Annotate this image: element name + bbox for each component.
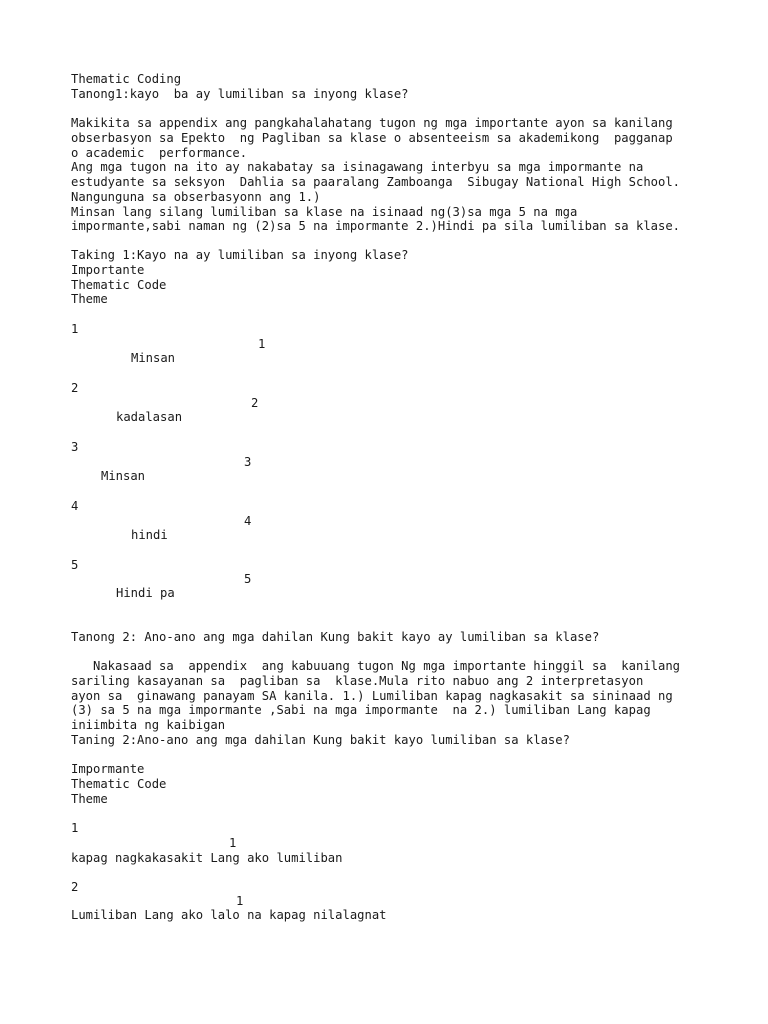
table-1-header-importante: Importante bbox=[71, 263, 145, 277]
paragraph-line: Nangunguna sa obserbasyonn ang 1.) bbox=[71, 190, 321, 204]
table-1-question: Taking 1:Kayo na ay lumiliban sa inyong klase? bbox=[71, 248, 409, 262]
row-thematic-code: 3 bbox=[244, 455, 252, 469]
paragraph-line: sariling kasayanan sa pagliban sa klase.Mula rito nabuo ang 2 interpretasyon bbox=[71, 674, 644, 688]
paragraph-line: Ang mga tugon na ito ay nakabatay sa isinagawang interbyu sa mga impormante na bbox=[71, 160, 644, 174]
row-theme: kadalasan bbox=[116, 410, 183, 424]
question-2: Tanong 2: Ano-ano ang mga dahilan Kung bakit kayo ay lumiliban sa klase? bbox=[71, 630, 600, 644]
table-2-header-theme: Theme bbox=[71, 792, 108, 806]
row-importante: 1 bbox=[71, 821, 79, 835]
row-theme: hindi bbox=[131, 528, 168, 542]
table-2-header-impormante: Impormante bbox=[71, 762, 145, 776]
paragraph-line: iniimbita ng kaibigan bbox=[71, 718, 226, 732]
paragraph-line: Makikita sa appendix ang pangkahalahatang tugon ng mga importante ayon sa kanilang bbox=[71, 116, 673, 130]
paragraph-line: Minsan lang silang lumiliban sa klase na isinaad ng(3)sa mga 5 na mga bbox=[71, 205, 578, 219]
paragraph-line: impormante,sabi naman ng (2)sa 5 na impormante 2.)Hindi pa sila lumiliban sa klase. bbox=[71, 219, 681, 233]
row-thematic-code: 5 bbox=[244, 572, 252, 586]
row-thematic-code: 1 bbox=[258, 337, 266, 351]
table-1-header-theme: Theme bbox=[71, 292, 108, 306]
row-importante: 5 bbox=[71, 558, 79, 572]
row-theme: Hindi pa bbox=[116, 586, 175, 600]
row-importante: 3 bbox=[71, 440, 79, 454]
table-2-question: Taning 2:Ano-ano ang mga dahilan Kung bakit kayo lumiliban sa klase? bbox=[71, 733, 570, 747]
row-theme: kapag nagkakasakit Lang ako lumiliban bbox=[71, 851, 343, 865]
document-title: Thematic Coding bbox=[71, 72, 182, 86]
paragraph-line: Nakasaad sa appendix ang kabuuang tugon Ng mga importante hinggil sa kanilang bbox=[71, 659, 681, 673]
paragraph-line: o academic performance. bbox=[71, 146, 248, 160]
paragraph-line: obserbasyon sa Epekto ng Pagliban sa klase o absenteeism sa akademikong pagganap bbox=[71, 131, 673, 145]
table-2-header-thematic-code: Thematic Code bbox=[71, 777, 167, 791]
row-theme: Minsan bbox=[101, 469, 146, 483]
question-1: Tanong1:kayo ba ay lumiliban sa inyong klase? bbox=[71, 87, 409, 101]
row-thematic-code: 2 bbox=[251, 396, 259, 410]
row-importante: 2 bbox=[71, 381, 79, 395]
row-thematic-code: 1 bbox=[236, 894, 244, 908]
paragraph-line: ayon sa ginawang panayam SA kanila. 1.) Lumiliban kapag nagkasakit sa sininaad ng bbox=[71, 689, 673, 703]
paragraph-line: estudyante sa seksyon Dahlia sa paaralang Zamboanga Sibugay National High School. bbox=[71, 175, 681, 189]
row-theme: Minsan bbox=[131, 351, 176, 365]
row-importante: 1 bbox=[71, 322, 79, 336]
row-importante: 2 bbox=[71, 880, 79, 894]
paragraph-line: (3) sa 5 na mga impormante ,Sabi na mga impormante na 2.) lumiliban Lang kapag bbox=[71, 703, 651, 717]
row-theme: Lumiliban Lang ako lalo na kapag nilalagnat bbox=[71, 908, 387, 922]
row-importante: 4 bbox=[71, 499, 79, 513]
table-1-header-thematic-code: Thematic Code bbox=[71, 278, 167, 292]
row-thematic-code: 1 bbox=[229, 836, 237, 850]
row-thematic-code: 4 bbox=[244, 514, 252, 528]
